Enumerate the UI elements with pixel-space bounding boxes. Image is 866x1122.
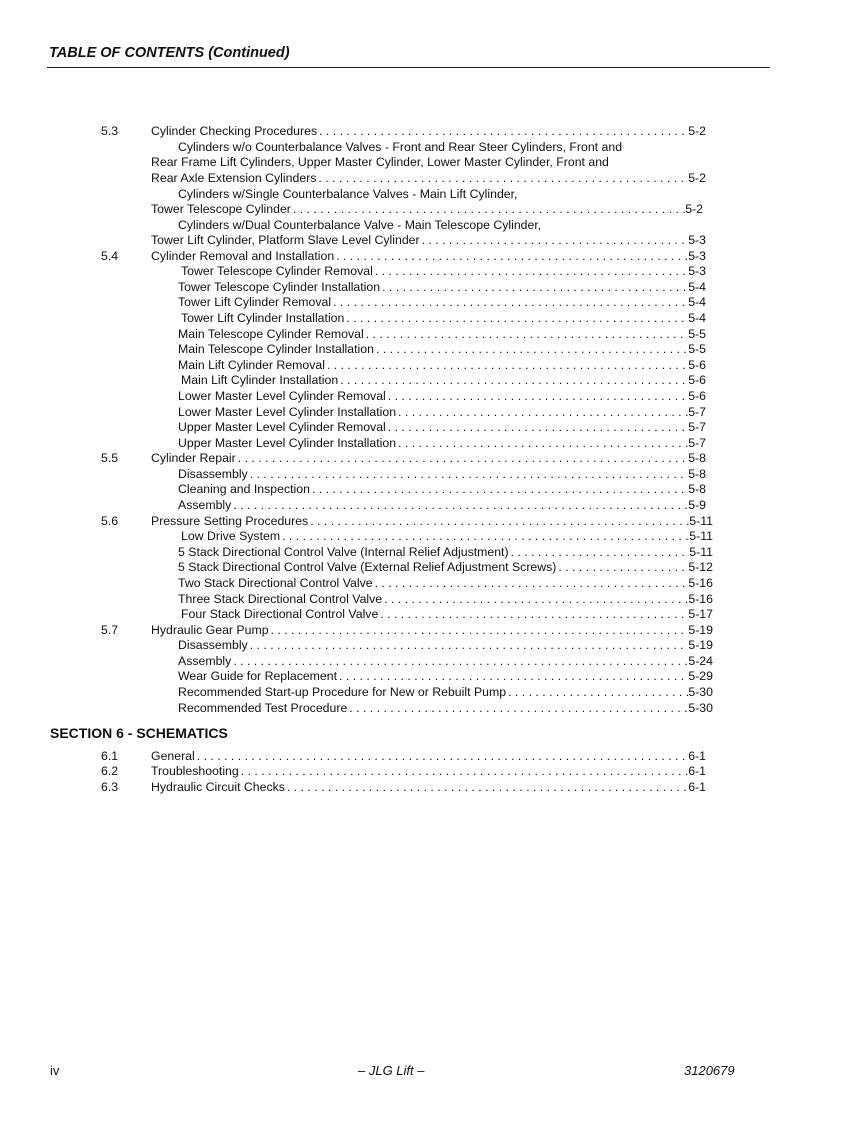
- dot-leader: [396, 435, 688, 451]
- toc-page-number: 6-1: [688, 749, 706, 763]
- footer-brand: – JLG Lift –: [358, 1063, 425, 1078]
- toc-page-number: 5-8: [688, 482, 706, 496]
- toc-entry-title: Tower Lift Cylinder Installation: [181, 311, 345, 325]
- toc-entry-title: General: [151, 749, 195, 763]
- toc-page-number: 5-6: [688, 358, 706, 372]
- toc-entry-title: Recommended Test Procedure: [178, 701, 348, 715]
- section-number: 6.3: [101, 780, 119, 794]
- toc-entry-title: Tower Lift Cylinder, Platform Slave Level Cylinder: [151, 233, 420, 247]
- dot-leader: [331, 294, 688, 310]
- dot-leader: [316, 170, 688, 186]
- toc-page-number: 5-19: [688, 638, 713, 652]
- dot-leader: [556, 559, 688, 575]
- dot-leader: [347, 700, 688, 716]
- toc-subentry[interactable]: [0, 528, 866, 544]
- section-number: 6.2: [101, 764, 119, 778]
- toc-subentry: [0, 217, 866, 233]
- section-number: 5.3: [101, 124, 119, 138]
- toc-entry-title: Disassembly: [178, 467, 248, 481]
- toc-entry-title: Low Drive System: [181, 529, 281, 543]
- toc-subentry[interactable]: [0, 341, 866, 357]
- dot-leader: [378, 606, 688, 622]
- dot-leader: [337, 668, 688, 684]
- toc-entry-title: Hydraulic Circuit Checks: [151, 780, 285, 794]
- toc-subentry[interactable]: [0, 201, 866, 217]
- toc-page-number: 5-9: [688, 498, 706, 512]
- toc-page-number: 5-16: [688, 576, 713, 590]
- page-header-title: TABLE OF CONTENTS (Continued): [49, 45, 290, 61]
- toc-subentry[interactable]: [0, 700, 866, 716]
- toc-subentry[interactable]: [0, 294, 866, 310]
- toc-page-number: 5-8: [688, 451, 706, 465]
- toc-subentry[interactable]: [0, 279, 866, 295]
- toc-page-number: 5-3: [688, 264, 706, 278]
- dot-leader: [291, 201, 685, 217]
- toc-entry-title: Cleaning and Inspection: [178, 482, 310, 496]
- footer-document-number: 3120679: [684, 1063, 735, 1078]
- toc-page-number: 5-11: [689, 545, 713, 559]
- toc-page-number: 5-19: [688, 623, 713, 637]
- dot-leader: [308, 513, 689, 529]
- toc-page-number: 5-2: [688, 171, 706, 185]
- toc-entry-5-3[interactable]: [0, 123, 866, 139]
- dot-leader: [364, 326, 689, 342]
- toc-page-number: 5-4: [688, 295, 706, 309]
- toc-entry-title: Cylinder Checking Procedures: [151, 124, 318, 138]
- section-number: 5.5: [101, 451, 119, 465]
- toc-entry-title: Troubleshooting: [151, 764, 239, 778]
- toc-entry-title: Lower Master Level Cylinder Installation: [178, 405, 397, 419]
- toc-page-number: 5-2: [688, 124, 706, 138]
- dot-leader: [386, 388, 688, 404]
- toc-subentry[interactable]: [0, 591, 866, 607]
- dot-leader: [509, 544, 690, 560]
- toc-entry-title: Hydraulic Gear Pump: [151, 623, 269, 637]
- toc-entry-6-2[interactable]: [0, 763, 866, 779]
- toc-entry-title: Main Lift Cylinder Installation: [181, 373, 339, 387]
- toc-entry-title: Lower Master Level Cylinder Removal: [178, 389, 386, 403]
- toc-page-number: 5-7: [688, 436, 706, 450]
- toc-subentry[interactable]: [0, 668, 866, 684]
- dot-leader: [344, 310, 688, 326]
- toc-entry-6-1[interactable]: [0, 748, 866, 764]
- dot-leader: [386, 419, 688, 435]
- toc-page-number: 5-11: [689, 529, 713, 543]
- toc-entry-title: 5 Stack Directional Control Valve (External Relief Adjustment Screws): [178, 560, 557, 574]
- toc-page-number: 5-30: [688, 701, 713, 715]
- dot-leader: [334, 248, 688, 264]
- toc-entry-title: Wear Guide for Replacement: [178, 669, 338, 683]
- toc-entry-5-5[interactable]: [0, 450, 866, 466]
- toc-subentry[interactable]: [0, 481, 866, 497]
- toc-subentry[interactable]: [0, 232, 866, 248]
- section-6-heading: SECTION 6 - SCHEMATICS: [50, 725, 228, 741]
- toc-entry-title: Cylinder Repair: [151, 451, 236, 465]
- dot-leader: [317, 123, 688, 139]
- toc-entry-title: Recommended Start-up Procedure for New or Rebuilt Pump: [178, 685, 507, 699]
- section-number: 6.1: [101, 749, 119, 763]
- toc-subentry[interactable]: [0, 326, 866, 342]
- toc-subentry[interactable]: [0, 684, 866, 700]
- toc-entry-title: Tower Telescope Cylinder Installation: [178, 280, 381, 294]
- toc-subentry[interactable]: [0, 559, 866, 575]
- dot-leader: [380, 279, 688, 295]
- toc-entry-6-3[interactable]: [0, 779, 866, 795]
- toc-subentry[interactable]: [0, 357, 866, 373]
- toc-entry-title: Two Stack Directional Control Valve: [178, 576, 373, 590]
- toc-entry-title: Cylinder Removal and Installation: [151, 249, 335, 263]
- toc-page-number: 5-30: [688, 685, 713, 699]
- toc-subentry[interactable]: [0, 575, 866, 591]
- toc-page-number: 5-24: [688, 654, 713, 668]
- section-number: 5.4: [101, 249, 119, 263]
- dot-leader: [396, 404, 688, 420]
- toc-page-number: 5-5: [688, 342, 706, 356]
- toc-page-number: 6-1: [688, 780, 706, 794]
- dot-leader: [231, 497, 688, 513]
- toc-entry-title: Four Stack Directional Control Valve: [181, 607, 379, 621]
- toc-entry-title: Main Lift Cylinder Removal: [178, 358, 325, 372]
- toc-subentry[interactable]: [0, 466, 866, 482]
- toc-subentry[interactable]: [0, 263, 866, 279]
- section-number: 5.7: [101, 623, 119, 637]
- toc-page-number: 5-17: [688, 607, 713, 621]
- toc-page-number: 5-11: [689, 514, 713, 528]
- dot-leader: [310, 481, 688, 497]
- toc-entry-title: Cylinders w/Single Counterbalance Valves - Main Lift Cylinder,: [178, 187, 518, 201]
- dot-leader: [506, 684, 688, 700]
- toc-page-number: 5-4: [688, 311, 706, 325]
- header-rule: [47, 67, 770, 68]
- dot-leader: [269, 622, 689, 638]
- dot-leader: [248, 637, 689, 653]
- toc-page-number: 5-6: [688, 373, 706, 387]
- toc-page-number: 5-5: [688, 327, 706, 341]
- dot-leader: [231, 653, 688, 669]
- toc-entry-title: Main Telescope Cylinder Removal: [178, 327, 364, 341]
- toc-page-number: 5-12: [688, 560, 713, 574]
- toc-page-number: 5-7: [688, 405, 706, 419]
- toc-page-number: 5-8: [688, 467, 706, 481]
- toc-entry-title: Assembly: [178, 498, 232, 512]
- toc-entry-title: Main Telescope Cylinder Installation: [178, 342, 374, 356]
- toc-subentry[interactable]: [0, 497, 866, 513]
- toc-entry-title: Disassembly: [178, 638, 248, 652]
- toc-entry-title: Tower Lift Cylinder Removal: [178, 295, 332, 309]
- toc-page-number: 5-3: [688, 233, 706, 247]
- toc-entry-title: Tower Telescope Cylinder Removal: [181, 264, 373, 278]
- toc-entry-title: Tower Telescope Cylinder: [151, 202, 291, 216]
- toc-page-number: 5-2: [685, 202, 703, 216]
- dot-leader: [285, 779, 688, 795]
- toc-subentry[interactable]: [0, 388, 866, 404]
- toc-entry-title: 5 Stack Directional Control Valve (Internal Relief Adjustment): [178, 545, 509, 559]
- dot-leader: [325, 357, 688, 373]
- toc-entry-title: Pressure Setting Procedures: [151, 514, 309, 528]
- toc-subentry[interactable]: [0, 606, 866, 622]
- toc-subentry[interactable]: [0, 653, 866, 669]
- toc-entry-title: Three Stack Directional Control Valve: [178, 592, 383, 606]
- toc-subentry[interactable]: [0, 170, 866, 186]
- toc-subentry[interactable]: [0, 544, 866, 560]
- toc-entry-title: Rear Frame Lift Cylinders, Upper Master Cylinder, Lower Master Cylinder, Front and: [151, 155, 609, 169]
- toc-page-number: 5-29: [688, 669, 713, 683]
- dot-leader: [239, 763, 688, 779]
- toc-subentry[interactable]: [0, 404, 866, 420]
- toc-entry-5-7[interactable]: [0, 622, 866, 638]
- toc-subentry: [0, 186, 866, 202]
- section-number: 5.6: [101, 514, 119, 528]
- toc-entry-title: Upper Master Level Cylinder Installation: [178, 436, 397, 450]
- dot-leader: [374, 341, 688, 357]
- toc-subentry[interactable]: [0, 637, 866, 653]
- toc-subentry: [0, 139, 866, 155]
- toc-page-number: 5-6: [688, 389, 706, 403]
- dot-leader: [382, 591, 688, 607]
- toc-page-number: 5-7: [688, 420, 706, 434]
- dot-leader: [236, 450, 688, 466]
- toc-subentry[interactable]: [0, 372, 866, 388]
- toc-entry-5-6[interactable]: [0, 513, 866, 529]
- toc-entry-title: Cylinders w/o Counterbalance Valves - Front and Rear Steer Cylinders, Front and: [178, 140, 623, 154]
- toc-page-number: 5-4: [688, 280, 706, 294]
- dot-leader: [420, 232, 689, 248]
- dot-leader: [338, 372, 688, 388]
- toc-page-number: 6-1: [688, 764, 706, 778]
- toc-entry-title: Assembly: [178, 654, 232, 668]
- toc-page-number: 5-3: [688, 249, 706, 263]
- dot-leader: [280, 528, 689, 544]
- toc-entry-5-4[interactable]: [0, 248, 866, 264]
- toc-subentry[interactable]: [0, 435, 866, 451]
- dot-leader: [248, 466, 689, 482]
- toc-entry-title: Cylinders w/Dual Counterbalance Valve - Main Telescope Cylinder,: [178, 218, 542, 232]
- toc-subentry: [0, 154, 866, 170]
- dot-leader: [373, 575, 689, 591]
- toc-entry-title: Rear Axle Extension Cylinders: [151, 171, 317, 185]
- toc-entry-title: Upper Master Level Cylinder Removal: [178, 420, 386, 434]
- dot-leader: [195, 748, 688, 764]
- toc-page-number: 5-16: [688, 592, 713, 606]
- toc-subentry[interactable]: [0, 419, 866, 435]
- toc-subentry[interactable]: [0, 310, 866, 326]
- footer-page-number: iv: [50, 1063, 60, 1078]
- dot-leader: [373, 263, 688, 279]
